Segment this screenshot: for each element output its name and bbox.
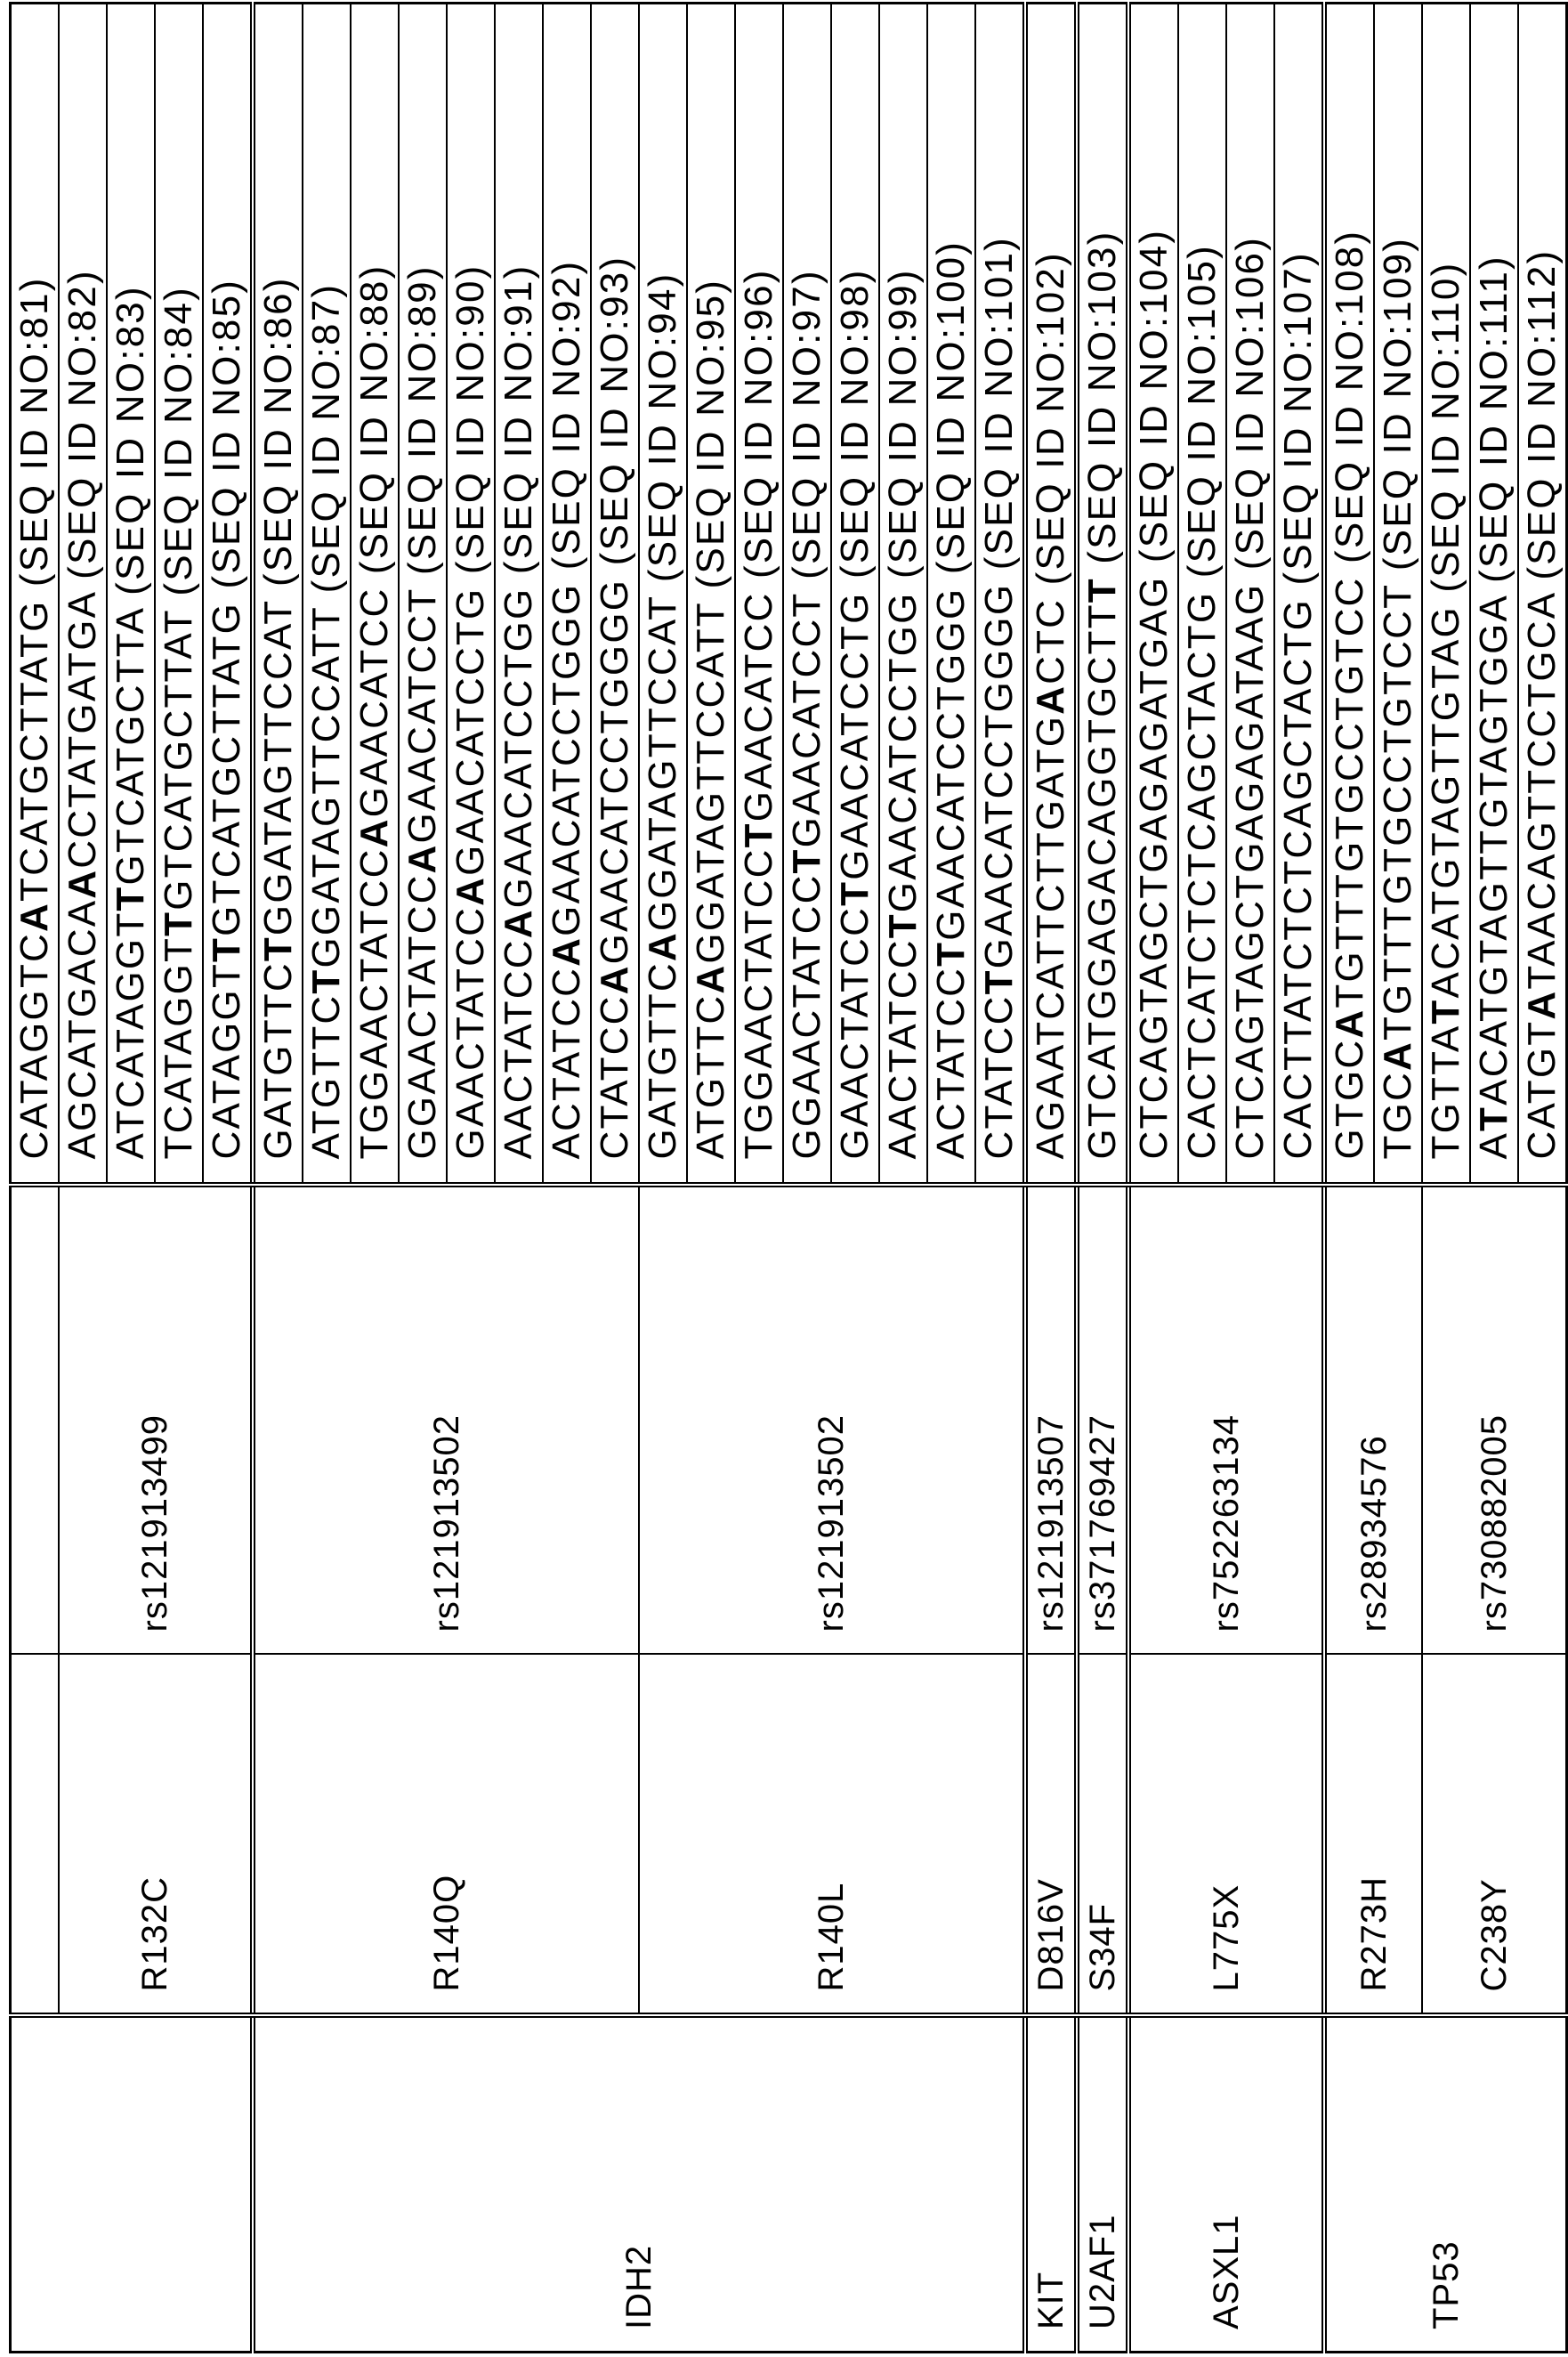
sequence-cell xyxy=(351,4,399,1186)
mutated-base: T xyxy=(205,936,248,962)
sequence-cell xyxy=(253,4,303,1186)
sequence-prefix: GAACTATCC xyxy=(833,906,877,1160)
sequence-prefix: GTCATGGAGACAGGTGCTT xyxy=(1080,603,1124,1159)
seq-id-label: (SEQ ID NO:85) xyxy=(205,279,248,589)
sequence-prefix: GATGTTC xyxy=(256,961,300,1159)
sequence-suffix: TCATGCTTATG xyxy=(12,600,56,902)
sequence-suffix: CTC xyxy=(1029,598,1072,684)
mutated-base: T xyxy=(833,880,877,906)
seq-id-label: (SEQ ID NO:88) xyxy=(352,264,396,575)
mutated-base: A xyxy=(12,902,56,932)
seq-id-label: (SEQ ID NO:110) xyxy=(1424,262,1467,593)
sequence-suffix: ACATGTAGTTGTAG xyxy=(1424,605,1467,998)
seq-id-label: (SEQ ID NO:107) xyxy=(1276,251,1320,585)
sequence-prefix: ACTATCC xyxy=(545,967,588,1160)
mutation-sequence-table xyxy=(9,2,1568,2353)
sequence-suffix: GAACATCCTG xyxy=(833,591,877,879)
sequence-cell xyxy=(783,4,831,1186)
sequence-suffix: GAACATCCTGGG xyxy=(929,587,973,941)
seq-id-label: (SEQ ID NO:105) xyxy=(1180,244,1224,578)
sequence-prefix: AACTATCC xyxy=(881,938,925,1159)
sequence-cell xyxy=(1470,4,1518,1186)
sequence-cell xyxy=(303,4,351,1186)
seq-id-label: (SEQ ID NO:83) xyxy=(109,285,152,595)
sequence-cell xyxy=(927,4,975,1186)
rs-id-cell: rs121913499 xyxy=(59,1186,253,1655)
seq-id-label: (SEQ ID NO:84) xyxy=(157,286,200,596)
seq-id-label: (SEQ ID NO:97) xyxy=(785,269,828,579)
sequence-prefix: ATGTTC xyxy=(689,994,732,1160)
mutated-base: A xyxy=(352,817,396,847)
seq-id-label: (SEQ ID NO:91) xyxy=(497,264,540,575)
sequence-prefix: CTATCC xyxy=(977,994,1021,1159)
table-row xyxy=(11,4,60,2353)
gene-cell: U2AF1 xyxy=(1077,2016,1128,2353)
sequence-prefix: CACTCATCTCTCAGCTACTG xyxy=(1180,591,1224,1160)
mutated-base: T xyxy=(881,912,925,938)
sequence-prefix: A xyxy=(1472,1131,1515,1160)
sequence-prefix: TGC xyxy=(1376,1071,1419,1159)
sequence-suffix: GGATAGTTCCATT xyxy=(304,606,348,968)
mutated-base: T xyxy=(256,936,300,961)
table-body xyxy=(11,4,1567,2353)
sequence-cell xyxy=(1518,4,1567,1186)
rs-id-cell: rs121913502 xyxy=(639,1186,1025,1655)
sequence-suffix: GAACATCCTGG xyxy=(881,591,925,912)
seq-id-label: (SEQ ID NO:86) xyxy=(256,276,300,587)
seq-id-label: (SEQ ID NO:99) xyxy=(881,268,925,579)
sequence-prefix: CTATCC xyxy=(593,994,636,1159)
rs-id-cell: rs121913507 xyxy=(1025,1186,1077,1655)
seq-id-label: (SEQ ID NO:112) xyxy=(1520,249,1564,580)
mutated-base: A xyxy=(1029,684,1072,715)
sequence-suffix: GAACATCCTGGGG xyxy=(593,579,636,965)
rotated-table-page xyxy=(9,4,1563,2353)
table-row xyxy=(1128,4,1178,2353)
mutated-base: A xyxy=(449,876,492,906)
mutation-cell: D816V xyxy=(1025,1655,1077,2016)
mutated-base: T xyxy=(1080,577,1124,603)
mutated-base: A xyxy=(593,964,636,994)
seq-id-label: (SEQ ID NO:81) xyxy=(12,276,56,587)
mutated-base: A xyxy=(689,964,732,994)
table-row xyxy=(253,4,303,2353)
sequence-cell xyxy=(447,4,495,1186)
sequence-suffix: GGATAGTTCCAT xyxy=(256,599,300,936)
seq-id-label: (SEQ ID NO:111) xyxy=(1472,255,1515,583)
sequence-cell xyxy=(11,4,60,1186)
sequence-cell xyxy=(155,4,203,1186)
mutated-base: T xyxy=(157,911,200,936)
rs-id-cell: rs28934576 xyxy=(1324,1186,1422,1655)
seq-id-label: (SEQ ID NO:109) xyxy=(1376,237,1419,571)
sequence-prefix: CATAGGTC xyxy=(12,932,56,1160)
sequence-suffix: GAACATCCT xyxy=(785,592,828,847)
gene-cell xyxy=(11,2016,254,2353)
table-row xyxy=(1422,4,1470,2353)
sequence-suffix: GAACATCCTG xyxy=(449,587,492,876)
sequence-cell xyxy=(1226,4,1274,1186)
sequence-prefix: TGGAACTATCC xyxy=(352,847,396,1159)
sequence-prefix: AGAATCATTCTTGATG xyxy=(1029,715,1072,1160)
mutated-base: A xyxy=(545,936,588,967)
mutated-base: T xyxy=(1472,1106,1515,1131)
sequence-cell xyxy=(1178,4,1226,1186)
mutated-base: T xyxy=(929,941,973,967)
sequence-cell xyxy=(1025,4,1077,1186)
mutation-cell: S34F xyxy=(1077,1655,1128,2016)
seq-id-label: (SEQ ID NO:108) xyxy=(1328,230,1371,563)
sequence-prefix: ATGTTC xyxy=(304,994,348,1160)
mutation-cell: R273H xyxy=(1324,1655,1422,2016)
mutated-base: A xyxy=(1328,1008,1371,1039)
sequence-suffix: GGATAGTTCCATT xyxy=(689,602,732,964)
table-row xyxy=(59,4,107,2353)
sequence-prefix: CATAGGT xyxy=(205,962,248,1160)
seq-id-label: (SEQ ID NO:100) xyxy=(929,240,973,574)
sequence-cell xyxy=(1422,4,1470,1186)
gene-cell: IDH2 xyxy=(253,2016,1025,2353)
seq-id-label: (SEQ ID NO:101) xyxy=(977,236,1021,570)
sequence-cell xyxy=(1274,4,1324,1186)
sequence-suffix: GAACATCCT xyxy=(400,587,444,843)
mutated-base: T xyxy=(785,847,828,873)
sequence-suffix: GAACATCCTGGG xyxy=(545,583,588,936)
mutated-base: A xyxy=(400,843,444,873)
sequence-prefix: ATCATAGGT xyxy=(109,911,152,1160)
sequence-suffix: GTCATGCTTATG xyxy=(205,602,248,936)
rs-id-cell: rs121913502 xyxy=(253,1186,639,1655)
seq-id-label: (SEQ ID NO:89) xyxy=(400,264,444,575)
table-row xyxy=(1077,4,1128,2353)
mutation-cell: C238Y xyxy=(1422,1655,1567,2016)
seq-id-label: (SEQ ID NO:90) xyxy=(449,264,492,575)
sequence-prefix: GATGTTC xyxy=(641,961,684,1159)
table-row xyxy=(1324,4,1374,2353)
sequence-suffix: GTCATGCTTAT xyxy=(157,609,200,911)
rs-id-cell: rs730882005 xyxy=(1422,1186,1567,1655)
sequence-cell xyxy=(1077,4,1128,1186)
sequence-cell xyxy=(495,4,543,1186)
mutation-cell: R140Q xyxy=(253,1655,639,2016)
seq-id-label: (SEQ ID NO:93) xyxy=(593,255,636,566)
sequence-suffix: TAACAGTTCCTGCA xyxy=(1520,593,1564,990)
mutated-base: T xyxy=(737,822,780,847)
sequence-cell xyxy=(1374,4,1422,1186)
sequence-prefix: CTCAGTAGCTGAGAGATGAG xyxy=(1132,576,1176,1160)
mutated-base: T xyxy=(304,968,348,994)
sequence-prefix: CTCAGTAGCTGAGAGATAAG xyxy=(1228,583,1272,1160)
mutation-cell: R140L xyxy=(639,1655,1025,2016)
sequence-cell xyxy=(687,4,735,1186)
mutated-base: T xyxy=(977,968,1021,994)
sequence-suffix: GGATAGTTCCAT xyxy=(641,595,684,932)
sequence-cell xyxy=(879,4,927,1186)
sequence-prefix: GGAACTATCC xyxy=(400,873,444,1159)
mutated-base: T xyxy=(109,886,152,911)
sequence-prefix: GAACTATCC xyxy=(449,906,492,1160)
sequence-cell xyxy=(639,4,687,1186)
mutated-base: A xyxy=(61,869,104,899)
sequence-prefix: AACTATCC xyxy=(497,938,540,1159)
rs-id-cell: rs752263134 xyxy=(1128,1186,1324,1655)
sequence-prefix: CATGT xyxy=(1520,1020,1564,1160)
sequence-prefix: GTGC xyxy=(1328,1039,1371,1160)
sequence-cell xyxy=(1128,4,1178,1186)
sequence-prefix: AGCATGACA xyxy=(61,899,104,1160)
sequence-cell xyxy=(59,4,107,1186)
seq-id-label: (SEQ ID NO:94) xyxy=(641,272,684,583)
gene-cell: KIT xyxy=(1025,2016,1077,2353)
sequence-suffix: GAACATCC xyxy=(737,591,780,822)
seq-id-label: (SEQ ID NO:92) xyxy=(545,260,588,571)
mutated-base: A xyxy=(641,931,684,961)
seq-id-label: (SEQ ID NO:95) xyxy=(689,279,732,589)
sequence-prefix: TGTTA xyxy=(1424,1025,1467,1160)
seq-id-label: (SEQ ID NO:106) xyxy=(1228,236,1272,570)
sequence-prefix: CACTTATCTCTCAGCTACTG xyxy=(1276,598,1320,1160)
seq-id-label: (SEQ ID NO:98) xyxy=(833,268,877,579)
sequence-prefix: GGAACTATCC xyxy=(785,873,828,1159)
seq-id-label: (SEQ ID NO:103) xyxy=(1080,230,1124,563)
sequence-cell xyxy=(735,4,783,1186)
mutated-base: A xyxy=(1376,1041,1419,1071)
seq-id-label: (SEQ ID NO:102) xyxy=(1029,251,1072,585)
rs-id-cell xyxy=(11,1186,60,1655)
sequence-suffix: TGTTTGTGCCTGTCC xyxy=(1328,576,1371,1008)
mutation-cell: R132C xyxy=(59,1655,253,2016)
sequence-suffix: GAACATCCTGG xyxy=(497,587,540,909)
seq-id-label: (SEQ ID NO:82) xyxy=(61,269,104,579)
mutated-base: T xyxy=(1424,998,1467,1024)
table-row xyxy=(1025,4,1077,2353)
seq-id-label: (SEQ ID NO:87) xyxy=(304,283,348,594)
table-row xyxy=(639,4,687,2353)
sequence-prefix: TGGAACTATCC xyxy=(737,847,780,1159)
sequence-suffix: GTCATGCTTA xyxy=(109,608,152,885)
sequence-cell xyxy=(831,4,879,1186)
rs-id-cell: rs371769427 xyxy=(1077,1186,1128,1655)
seq-id-label: (SEQ ID NO:104) xyxy=(1132,229,1176,563)
sequence-cell xyxy=(591,4,639,1186)
sequence-suffix: GAACATCCTGGGG xyxy=(977,583,1021,969)
sequence-suffix: CCTATGATGA xyxy=(61,592,104,868)
sequence-cell xyxy=(107,4,155,1186)
sequence-cell xyxy=(203,4,253,1186)
sequence-cell xyxy=(543,4,591,1186)
sequence-prefix: TCATAGGT xyxy=(157,936,200,1160)
mutated-base: A xyxy=(497,908,540,938)
mutated-base: A xyxy=(1520,990,1564,1020)
mutation-cell: L775X xyxy=(1128,1655,1324,2016)
sequence-cell xyxy=(399,4,447,1186)
mutation-cell xyxy=(11,1655,60,2016)
sequence-suffix: GAACATCC xyxy=(352,587,396,818)
sequence-cell xyxy=(975,4,1025,1186)
sequence-suffix: TGTTTGTGCCTGTCCT xyxy=(1376,584,1419,1041)
sequence-prefix: ACTATCC xyxy=(929,967,973,1160)
sequence-cell xyxy=(1324,4,1374,1186)
sequence-suffix: ACATGTAGTTGTAGTGGA xyxy=(1472,595,1515,1106)
seq-id-label: (SEQ ID NO:96) xyxy=(737,268,780,579)
gene-cell: ASXL1 xyxy=(1128,2016,1324,2353)
gene-cell: TP53 xyxy=(1324,2016,1567,2353)
